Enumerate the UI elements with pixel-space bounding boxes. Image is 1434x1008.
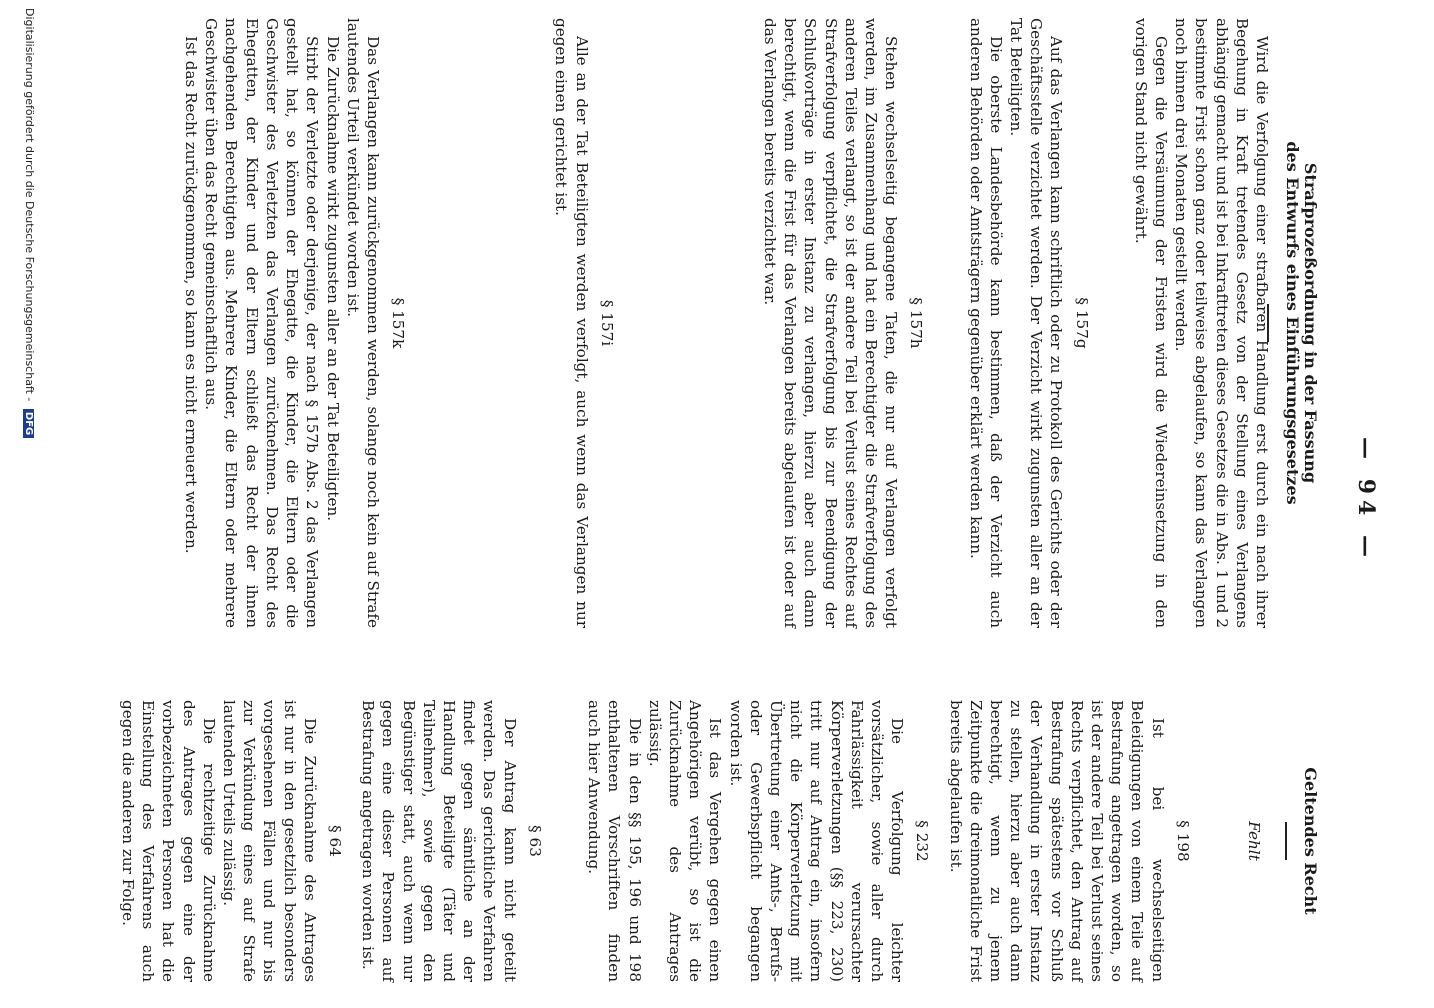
paragraph: Gegen die Versäumung der Fristen wird die Wiedereinsetzung in den vorigen Stand nicht gewährt. — [1131, 18, 1170, 628]
paragraph: Ist bei wechselseitigen Beleidigungen von einem Teile auf Bestrafung angetragen worden, so ist der andere Teil bei Verlust seines Rechts verpflichtet, den Antrag auf Bestrafung spätestens vor Schluß der Verhandlung in erster Instanz zu stellen, hierzu aber auch dann berechtigt, wenn zu jenem Zeitpunkte die dreimonatliche Frist bereits abgelaufen ist. — [946, 700, 1167, 982]
right-heading-text: Geltendes Recht — [1301, 767, 1320, 915]
right-column — [118, 700, 1322, 982]
paragraph: Ist das Recht zurückgenommen, so kann es nicht erneuert werden. — [182, 36, 201, 554]
paragraph: Die Zurücknahme des Antrages ist nur in den gesetzlich besonders vorgesehenen Fällen und nur bis zur Verkündung eines auf Strafe lautenden Urteils zulässig. — [220, 700, 319, 982]
left-heading-line1: Strafprozeßordnung in der Fassung — [1301, 162, 1320, 484]
section-title-232: § 232 — [913, 820, 932, 862]
paragraph: Stehen wechselseitig begangene Taten, die nur auf Verlangen verfolgt werden, im Zusammenhang und hat ein Berechtigter die Strafverfolgung des anderen Teiles verlangt, so ist der andere Teil bei Verlust seines Rechtes auf Strafverfolgung verpflichtet, die Strafverfolgung bis zur Beendigung der Schlußvorträge in erster Instanz zu verlangen, hierzu aber auch dann berechtigt, wenn die Frist für das Verlangen bereits abgelaufen ist oder auf das Verlangen bereits verzichtet war. — [760, 18, 901, 628]
fehlt-note: Fehlt — [1245, 821, 1263, 861]
footer-text: Digitalisierung gefördert durch die Deutsche Forschungsgemeinschaft - — [23, 8, 36, 402]
section-title-64: § 64 — [326, 825, 345, 857]
left-heading-line2: des Entwurfs eines Einführungsgesetzes — [1283, 141, 1302, 505]
paragraph: Wird die Verfolgung einer strafbaren Handlung erst durch ein nach ihrer Begehung in Kraft tretendes Gesetz von der Stellung eines Verlangens abhängig gemacht und ist bei Inkrafttreten dieses Gesetzes die in Abs. 1 und 2 bestimmte Frist schon ganz oder teilweise abgelaufen, so kann das Verlangen noch binnen drei Monaten gestellt werden. — [1172, 18, 1271, 628]
paragraph: Die oberste Landesbehörde kann bestimmen, daß der Verzicht auch anderen Behörden oder Amtsträgern gegenüber erklärt werden kann. — [966, 18, 1005, 628]
paragraph: Die Verfolgung leichter vorsätzlicher, sowie aller durch Fahrlässigkeit verursachter Körperverletzungen (§§ 223, 230) tritt nur auf Antrag ein, insofern nicht die Körperverletzung mit Übertretung einer Amts-, Berufs- oder Gewerbspflicht begangen worden ist. — [726, 700, 907, 982]
dfg-logo: DFG — [23, 409, 34, 438]
left-column — [181, 18, 1272, 628]
paragraph: Die rechtzeitige Zurücknahme des Antrages gegen eine der vorbezeichneten Personen hat die Einstellung des Verfahrens auch gegen die anderen zur Folge. — [119, 700, 218, 982]
intro-paragraphs — [1131, 18, 1272, 628]
section-title-157h: § 157h — [907, 297, 926, 349]
paragraph: Die Zurücknahme wirkt zugunsten aller an der Tat Beteiligten. — [323, 36, 342, 522]
section-title-157k: § 157k — [389, 297, 408, 349]
paragraph: Alle an der Tat Beteiligten werden verfolgt, auch wenn das Verlangen nur gegen einen gerichtet ist. — [552, 18, 591, 628]
section-title-157i: § 157i — [597, 299, 616, 347]
digitization-footer — [23, 0, 36, 1008]
paragraph: Die in den §§ 195, 196 und 198 enthaltenen Vorschriften finden auch hier Anwendung. — [585, 700, 644, 982]
paragraph: Ist das Vergehen gegen einen Angehörigen verübt, so ist die Zurücknahme des Antrages zulässig. — [645, 700, 725, 982]
page-number: — 94 — — [1353, 437, 1379, 563]
paragraph: Auf das Verlangen kann schriftlich oder zu Protokoll des Gerichts oder der Geschäftsstelle verzichtet werden. Der Verzicht wirkt zugunsten aller an der Tat Beteiligten. — [1006, 18, 1066, 628]
paragraph: Stirbt der Verletzte oder derjenige, der nach § 157b Abs. 2 das Verlangen gestellt hat, so können der Ehegatte, die Kinder, die Eltern oder die Geschwister des Verletzten das Verlangen zurücknehmen. Das Recht des Ehegatten, der Kinder und der Eltern schließt das Recht der ihnen nachgehenden Berechtigten aus. Mehrere Kinder, die Eltern oder mehrere Geschwister üben das Recht gemeinschaftlich aus. — [202, 18, 322, 628]
paragraph: Das Verlangen kann zurückgenommen werden, solange noch kein auf Strafe lautendes Urteil verkündet worden ist. — [343, 18, 382, 628]
section-title-198: § 198 — [1173, 820, 1192, 862]
section-title-157g: § 157g — [1072, 297, 1091, 349]
section-title-63: § 63 — [525, 825, 544, 857]
paragraph: Der Antrag kann nicht geteilt werden. Das gerichtliche Verfahren findet gegen sämtliche an der Handlung Beteiligte (Täter und Teilnehmer), sowie gegen den Begünstiger statt, auch wenn nur gegen eine dieser Personen auf Bestrafung angetragen worden ist. — [359, 700, 519, 982]
